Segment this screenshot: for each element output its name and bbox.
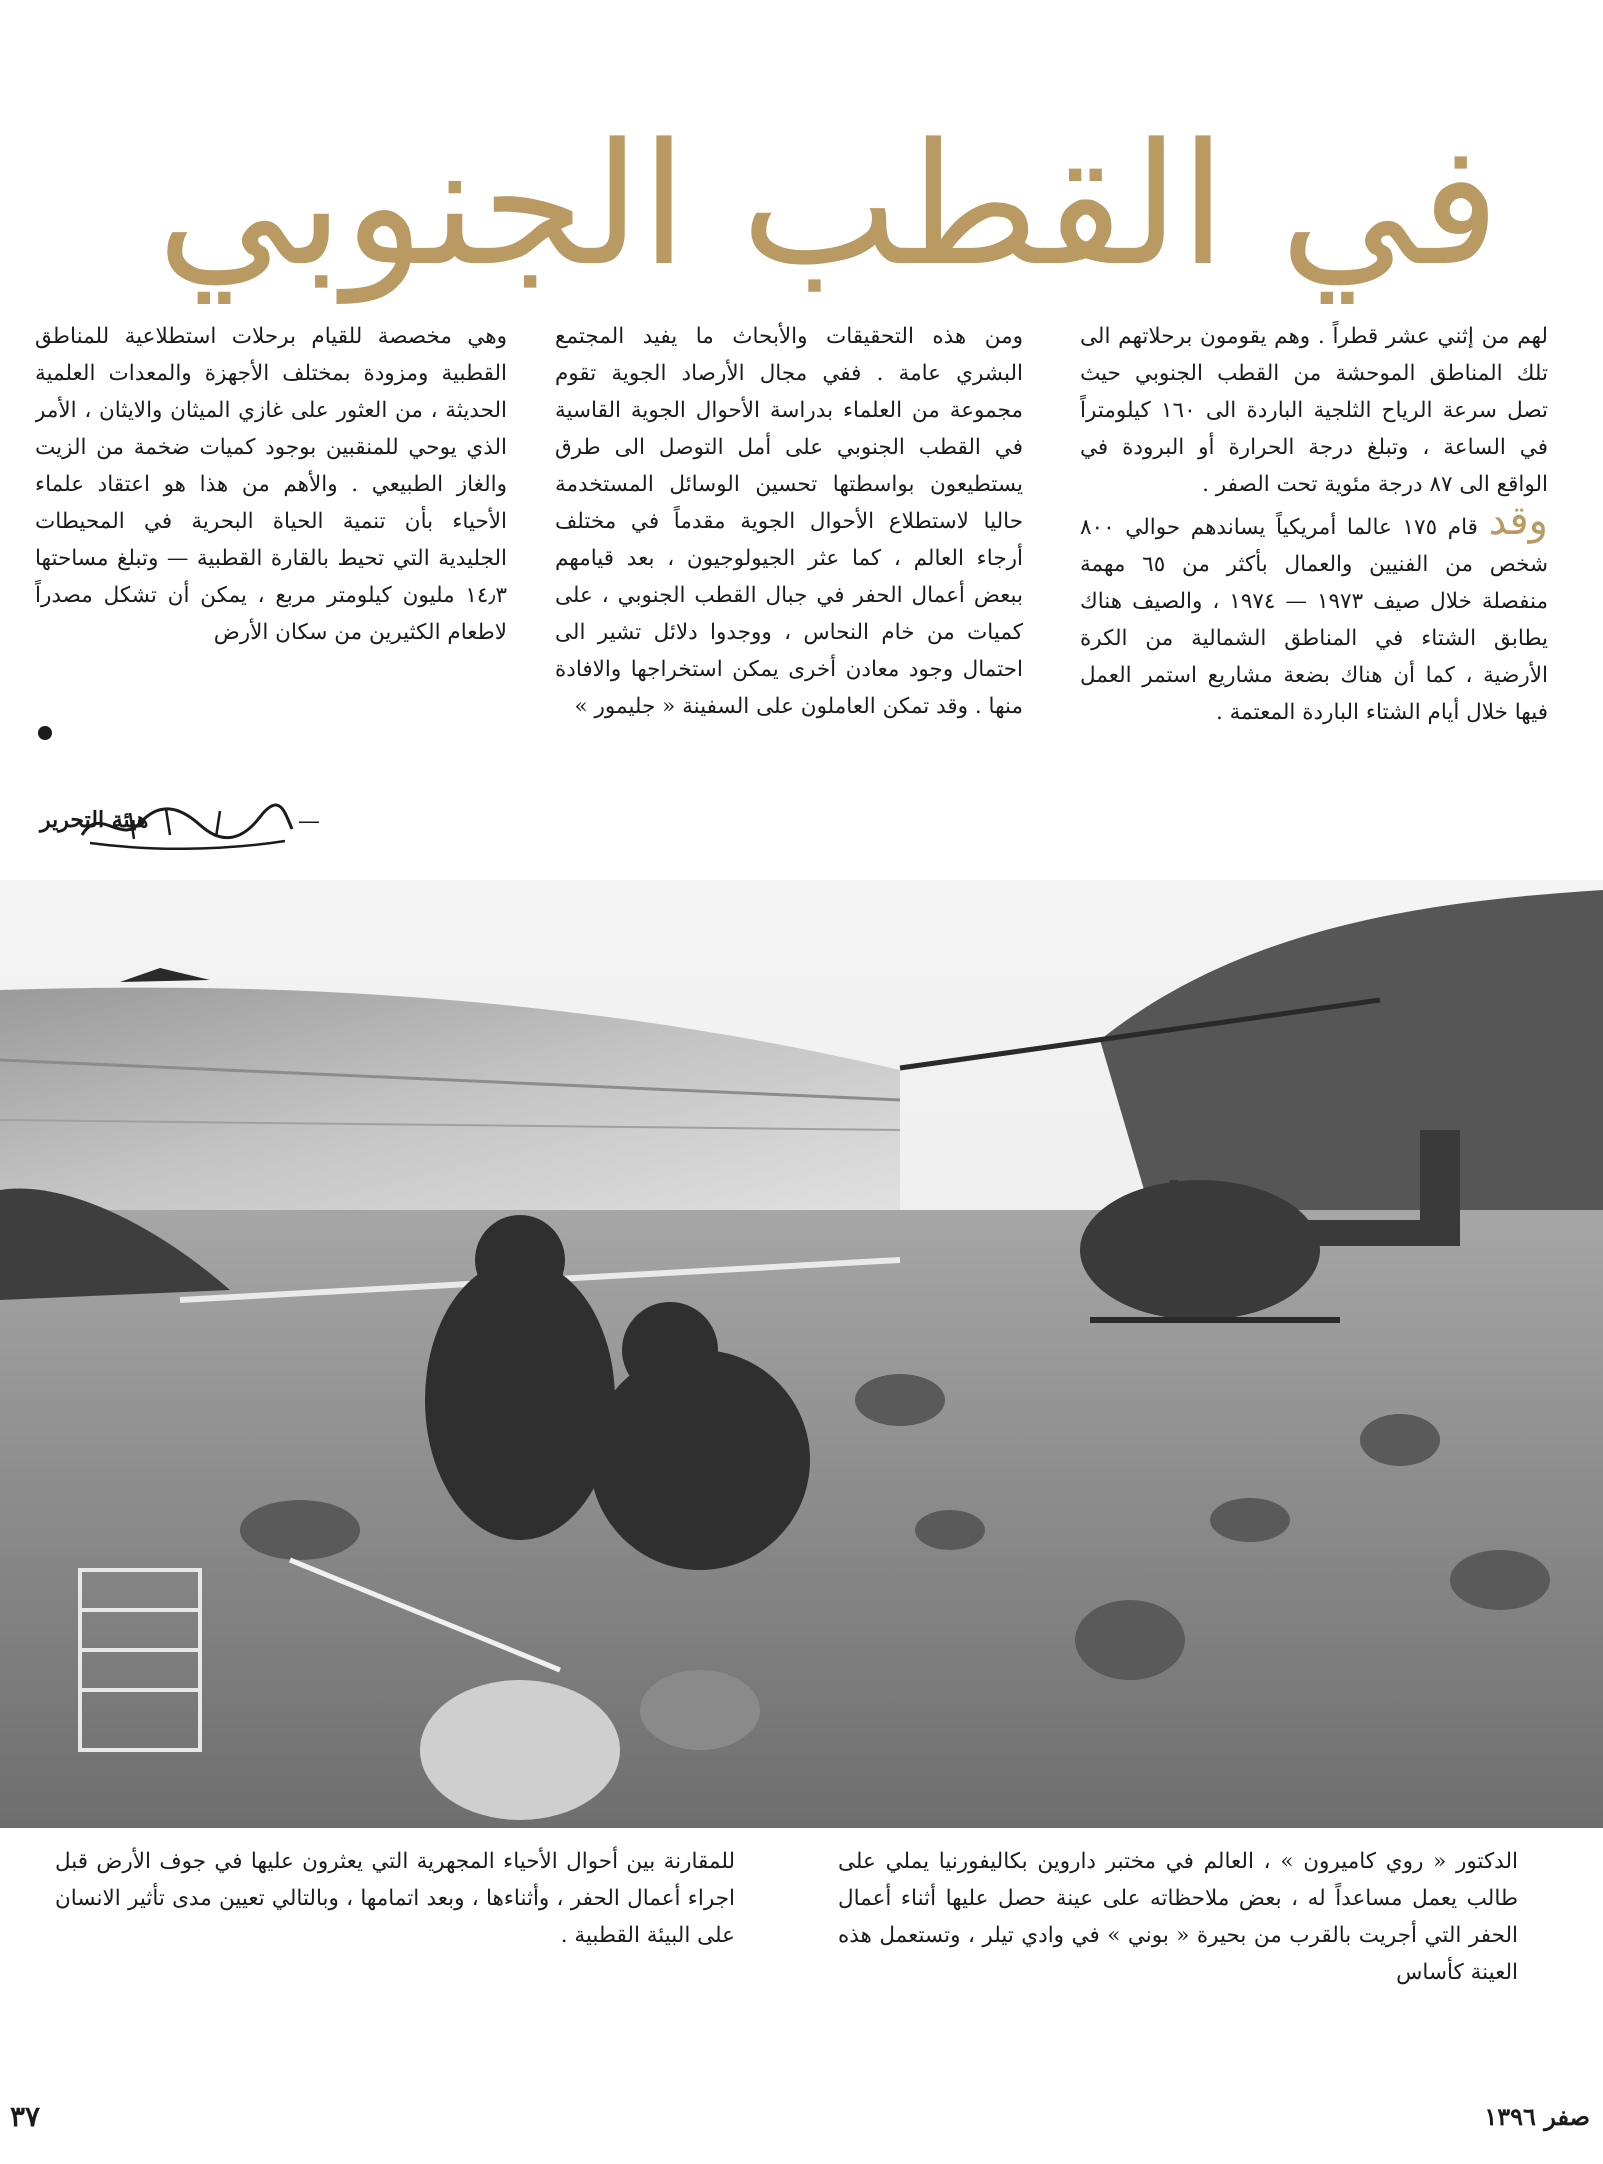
byline-separator: — bbox=[298, 809, 320, 834]
issue-date: صفر ١٣٩٦ bbox=[1484, 2102, 1590, 2131]
decorative-dropword: وقد bbox=[1488, 498, 1548, 544]
caption-text: للمقارنة بين أحوال الأحياء المجهرية التي يعثرون عليها في جوف الأرض قبل اجراء أعمال الحفر ، وأثناءها ، وبعد اتمامها ، وبالتالي تعيين مدى تأثير الانسان على البيئة القطبية . bbox=[55, 1849, 735, 1948]
article-paragraph: ومن هذه التحقيقات والأبحاث ما يفيد المجتمع البشري عامة . ففي مجال الأرصاد الجوية تقوم مجموعة من العلماء بدراسة الأحوال الجوية القاسية في القطب الجنوبي على أمل التوصل الى طرق يستطيعون بواسطتها تحسين الوسائل المستخدمة حاليا لاستطلاع الأحوال الجوية مقدماً في مختلف أرجاء العالم ، كما عثر الجيولوجيون ، بعد قيامهم ببعض أعمال الحفر في جبال القطب الجنوبي ، على كميات من خام النحاس ، ووجدوا دلائل تشير الى احتمال وجود معادن أخرى يمكن استخراجها والافادة منها . وقد تمكن العاملون على السفينة « جليمور » bbox=[555, 324, 1023, 719]
headline-text: في القطب الجنوبي bbox=[156, 107, 1500, 303]
paragraph-text: قام ١٧٥ عالما أمريكياً يساندهم حوالي ٨٠٠ شخص من الفنيين والعمال بأكثر من ٦٥ مهمة منفصلة خلال صيف ١٩٧٣ — ١٩٧٤ ، والصيف هناك يطابق الشتاء في المناطق الشمالية من الكرة الأرضية ، كما أن هناك بضعة مشاريع استمر العمل فيها خلال أيام الشتاء الباردة المعتمة . bbox=[1080, 515, 1548, 725]
article-column-middle bbox=[555, 318, 1023, 838]
caption-left bbox=[55, 1843, 735, 2018]
byline bbox=[40, 795, 420, 855]
article-column-left bbox=[35, 318, 507, 838]
article-paragraph bbox=[1080, 498, 1548, 731]
page-number: ٣٧ bbox=[10, 2100, 41, 2133]
article-column-right bbox=[1080, 318, 1548, 838]
article-paragraph: وهي مخصصة للقيام برحلات استطلاعية للمناطق القطبية ومزودة بمختلف الأجهزة والمعدات العلمية الحديثة ، من العثور على غازي الميثان والايثان ، الأمر الذي يوحي للمنقبين بوجود كميات ضخمة من الزيت والغاز الطبيعي . والأهم من هذا هو اعتقاد علماء الأحياء بأن تنمية الحياة البحرية في المحيطات الجليدية التي تحيط بالقارة القطبية — وتبلغ مساحتها ١٤٫٣ مليون كيلومتر مربع ، يمكن أن تشكل مصدراً لاطعام الكثيرين من سكان الأرض bbox=[35, 324, 507, 645]
caption-right bbox=[838, 1843, 1518, 2018]
article-paragraph bbox=[1080, 318, 1548, 503]
caption-text: الدكتور « روي كاميرون » ، العالم في مختبر داروين بكاليفورنيا يملي على طالب يعمل مساعداً له ، بعض ملاحظاته على عينة حصل عليها أثناء أعمال الحفر التي أجريت بالقرب من بحيرة « بوني » في وادي تيلر ، وتستعمل هذه العينة كأساس bbox=[838, 1849, 1518, 1985]
end-bullet bbox=[38, 726, 52, 740]
headline bbox=[10, 107, 1500, 303]
antarctic-photo bbox=[0, 880, 1603, 1828]
byline-credit: هيئة التحرير bbox=[40, 807, 149, 833]
paragraph-text: لهم من إثني عشر قطراً . وهم يقومون برحلاتهم الى تلك المناطق الموحشة من القطب الجنوبي حيث تصل سرعة الرياح الثلجية الباردة الى ١٦٠ كيلومتراً في الساعة ، وتبلغ درجة الحرارة أو البرودة في الواقع الى ٨٧ درجة مئوية تحت الصفر . bbox=[1080, 324, 1548, 497]
